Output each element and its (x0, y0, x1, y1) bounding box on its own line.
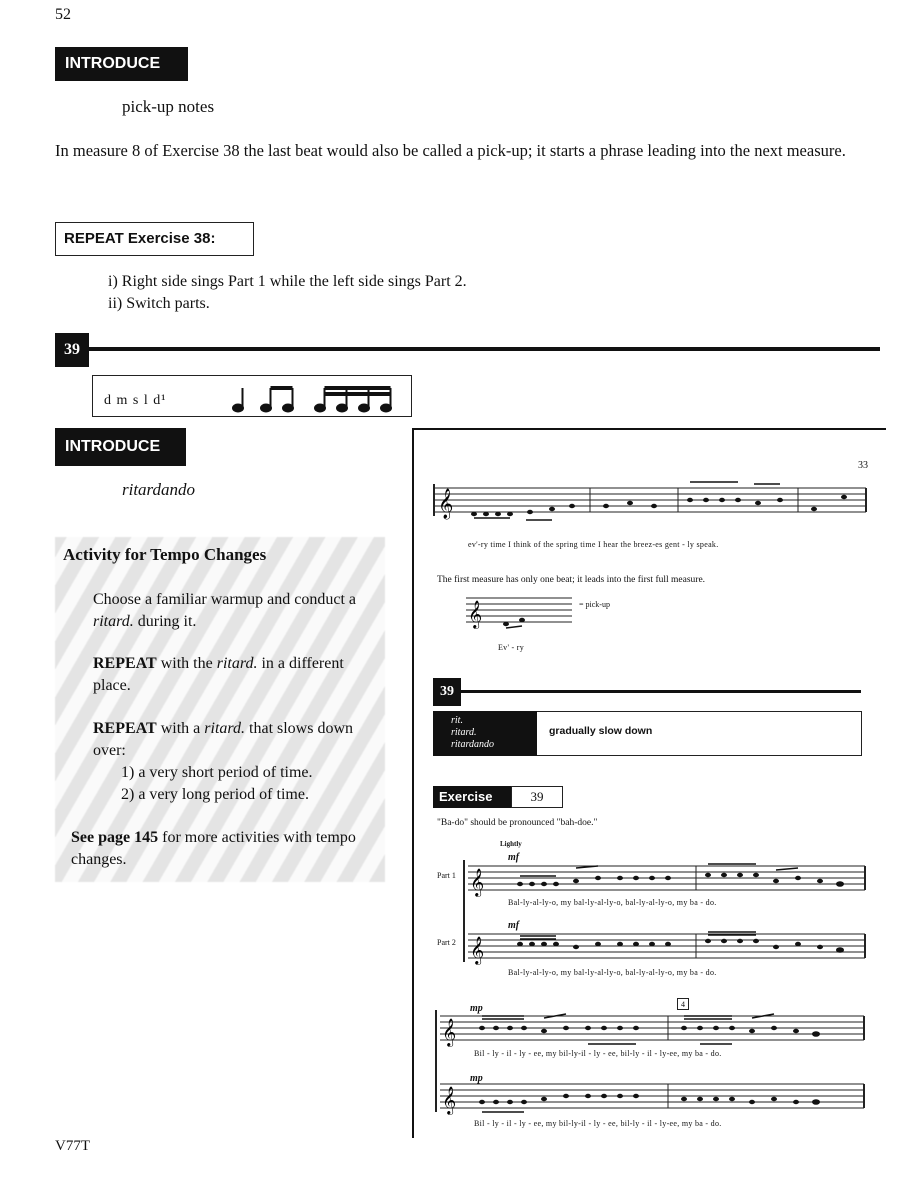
svg-text:𝄞: 𝄞 (442, 1088, 457, 1114)
repeat-item-2: ii) Switch parts. (108, 295, 210, 312)
column-divider (412, 428, 414, 1138)
rehearsal-measure-box: 4 (677, 998, 689, 1010)
rhythm-notes-icon (228, 380, 408, 416)
system-2-upper-lyrics: Bil - ly - il - ly - ee, my bil-ly-il - ly - ee, bil-ly - il - ly-ee, my ba - do. (474, 1049, 722, 1058)
activity-title: Activity for Tempo Changes (63, 545, 267, 564)
dynamic-mf-2: mf (508, 920, 520, 931)
exercise-39-system-1 (460, 856, 870, 966)
exercise-label: Exercise (433, 786, 511, 808)
svg-text:𝄞: 𝄞 (470, 938, 485, 964)
svg-text:𝄞: 𝄞 (468, 602, 483, 628)
repeat-exercise-box: REPEAT Exercise 38: (55, 222, 254, 256)
dynamic-mp-2: mp (470, 1073, 483, 1084)
part-2-label: Part 2 (437, 938, 456, 947)
lyrics-line-1: ev'-ry time I think of the spring time I hear the breez-es gent - ly speak. (468, 540, 719, 549)
exercise-number: 39 (511, 786, 563, 808)
svg-text:𝄞: 𝄞 (442, 1020, 457, 1046)
part-1-label: Part 1 (437, 871, 456, 880)
exercise-number-badge-2: 39 (433, 678, 461, 706)
pickup-label: = pick-up (579, 600, 610, 609)
pickup-notes-term: pick-up notes (122, 97, 215, 116)
introduce-label: INTRODUCE (55, 47, 188, 81)
footer-code: V77T (55, 1138, 90, 1154)
part-1-lyrics: Bal-ly-al-ly-o, my bal-ly-al-ly-o, bal-ly-al-ly-o, my ba - do. (508, 898, 717, 907)
ritardando-term: ritardando (122, 480, 196, 499)
column-top-rule (412, 428, 886, 430)
measure-number: 33 (858, 460, 868, 471)
tempo-marking: Lightly (500, 840, 522, 848)
part-2-lyrics: Bal-ly-al-ly-o, my bal-ly-al-ly-o, bal-ly-al-ly-o, my ba - do. (508, 968, 717, 977)
music-staff-excerpt (430, 478, 870, 528)
pronunciation-note: "Ba-do" should be pronounced "bah-doe." (437, 818, 598, 828)
solfa-syllables: d m s l d¹ (104, 393, 167, 408)
activity-step-1: Choose a familiar warmup and conduct a ritard. during it. (93, 591, 357, 630)
exercise-number-badge: 39 (55, 333, 89, 367)
exercise-39-system-2 (432, 1008, 872, 1118)
repeat-item-1: i) Right side sings Part 1 while the left side sings Part 2. (108, 273, 467, 290)
pickup-note-text: The first measure has only one beat; it leads into the first full measure. (437, 575, 706, 585)
introduce-label-2: INTRODUCE (55, 428, 186, 466)
pickup-lyric: Ev' - ry (498, 643, 525, 652)
activity-step-2: REPEAT with the ritard. in a different place. (93, 655, 344, 694)
repeat-instructions (108, 271, 467, 315)
page-number: 52 (55, 6, 71, 23)
system-2-lower-lyrics: Bil - ly - il - ly - ee, my bil-ly-il - ly - ee, bil-ly - il - ly-ee, my ba - do. (474, 1119, 722, 1128)
pickup-paragraph: In measure 8 of Exercise 38 the last beat would also be called a pick-up; it starts a phrase leading into the next measure. (55, 141, 846, 160)
ritardando-definition: gradually slow down (549, 725, 653, 737)
dynamic-mp-1: mp (470, 1003, 483, 1014)
dynamic-mf-1: mf (508, 852, 520, 863)
activity-step-4: See page 145 for more activities with tempo changes. (71, 829, 356, 868)
activity-panel (55, 537, 385, 882)
pickup-staff-example (462, 590, 577, 630)
exercise-rule-2 (461, 690, 861, 693)
activity-step-3: REPEAT with a ritard. that slows down over: 1) a very short period of time. 2) a very long period of time. (93, 720, 354, 803)
exercise-rule (89, 347, 880, 351)
svg-text:𝄞: 𝄞 (438, 489, 454, 518)
svg-text:𝄞: 𝄞 (470, 870, 485, 896)
ritardando-terms: rit. ritard. ritardando (433, 711, 537, 756)
